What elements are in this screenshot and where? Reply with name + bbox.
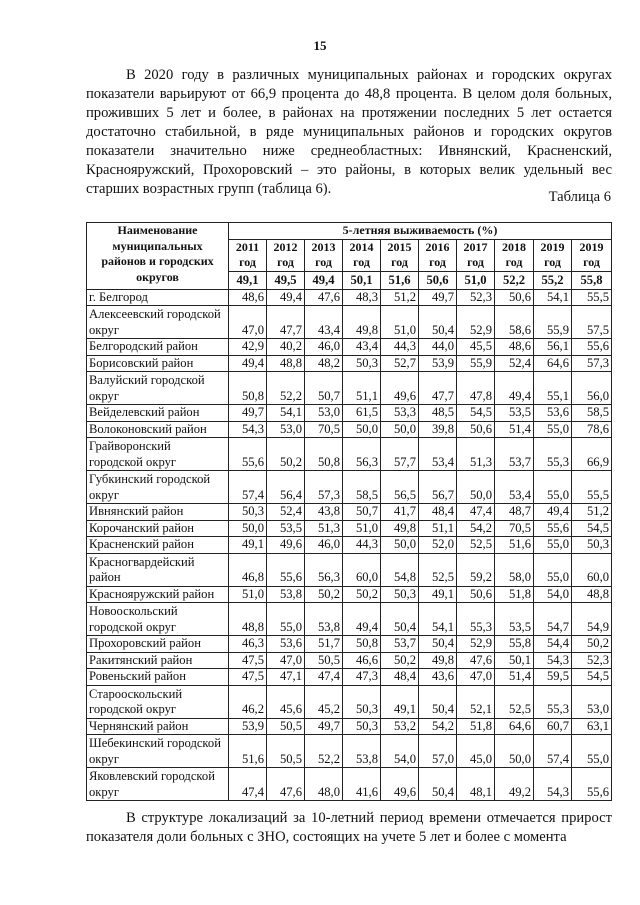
- total-value: 50,6: [419, 271, 457, 289]
- name-column-header: Наименование муниципальных районов и городских округов: [87, 223, 229, 290]
- survival-value: 51,0: [343, 520, 381, 537]
- survival-value: 45,5: [457, 339, 495, 356]
- survival-value: 47,6: [305, 289, 343, 306]
- survival-value: 54,9: [572, 603, 612, 636]
- survival-value: 51,7: [305, 636, 343, 653]
- survival-value: 53,0: [305, 405, 343, 422]
- survival-value: 70,5: [495, 520, 534, 537]
- survival-value: 52,5: [495, 685, 534, 718]
- total-value: 55,2: [534, 271, 572, 289]
- survival-value: 49,8: [343, 306, 381, 339]
- survival-value: 54,4: [534, 636, 572, 653]
- table-row: [87, 586, 612, 603]
- survival-value: 50,6: [457, 421, 495, 438]
- survival-value: 47,6: [457, 652, 495, 669]
- survival-value: 50,2: [572, 636, 612, 653]
- survival-value: 64,6: [495, 718, 534, 735]
- survival-value: 46,8: [229, 553, 267, 586]
- survival-value: 43,4: [343, 339, 381, 356]
- survival-value: 55,0: [572, 735, 612, 768]
- survival-value: 51,6: [495, 537, 534, 554]
- survival-value: 48,6: [495, 339, 534, 356]
- survival-value: 53,7: [381, 636, 419, 653]
- survival-value: 40,2: [267, 339, 305, 356]
- district-name: Белгородский район: [87, 339, 229, 356]
- survival-value: 45,0: [457, 735, 495, 768]
- district-name: Корочанский район: [87, 520, 229, 537]
- year-header: 2016 год: [419, 239, 457, 271]
- survival-value: 48,5: [419, 405, 457, 422]
- survival-value: 50,2: [381, 652, 419, 669]
- survival-value: 50,3: [572, 537, 612, 554]
- total-value: 50,1: [343, 271, 381, 289]
- survival-value: 49,6: [381, 768, 419, 801]
- survival-value: 48,8: [267, 355, 305, 372]
- survival-value: 55,0: [267, 603, 305, 636]
- survival-value: 47,4: [457, 504, 495, 521]
- survival-value: 50,0: [495, 735, 534, 768]
- survival-value: 49,4: [343, 603, 381, 636]
- survival-value: 54,7: [534, 603, 572, 636]
- survival-value: 54,0: [381, 735, 419, 768]
- survival-value: 51,1: [419, 520, 457, 537]
- survival-value: 51,2: [572, 504, 612, 521]
- survival-value: 55,5: [572, 471, 612, 504]
- survival-value: 49,1: [381, 685, 419, 718]
- district-name: Ивнянский район: [87, 504, 229, 521]
- survival-value: 54,2: [419, 718, 457, 735]
- survival-value: 47,1: [267, 669, 305, 686]
- survival-value: 54,1: [419, 603, 457, 636]
- survival-value: 48,0: [305, 768, 343, 801]
- survival-value: 49,8: [419, 652, 457, 669]
- survival-value: 49,1: [229, 537, 267, 554]
- survival-value: 47,7: [267, 306, 305, 339]
- survival-value: 70,5: [305, 421, 343, 438]
- survival-value: 56,0: [572, 372, 612, 405]
- year-header: 2014 год: [343, 239, 381, 271]
- survival-value: 52,4: [267, 504, 305, 521]
- survival-value: 39,8: [419, 421, 457, 438]
- total-value: 52,2: [495, 271, 534, 289]
- table-row: [87, 718, 612, 735]
- survival-value: 53,6: [267, 636, 305, 653]
- total-value: 51,0: [457, 271, 495, 289]
- survival-value: 56,5: [381, 471, 419, 504]
- survival-value: 50,2: [343, 586, 381, 603]
- survival-value: 50,6: [495, 289, 534, 306]
- table-row: [87, 636, 612, 653]
- paragraph-structure-text: В структуре локализаций за 10-летний период времени отмечается прирост показателя доли больных с ЗНО, состоящих на учете 5 лет и более с момента: [86, 810, 612, 845]
- page-number: 15: [313, 38, 327, 53]
- survival-value: 59,2: [457, 553, 495, 586]
- table-row: [87, 471, 612, 504]
- survival-value: 50,2: [267, 438, 305, 471]
- survival-value: 50,8: [229, 372, 267, 405]
- survival-value: 57,3: [305, 471, 343, 504]
- survival-value: 50,4: [381, 603, 419, 636]
- survival-value: 51,0: [381, 306, 419, 339]
- year-header: 2011 год: [229, 239, 267, 271]
- survival-value: 48,7: [495, 504, 534, 521]
- survival-value: 50,4: [419, 306, 457, 339]
- survival-value: 50,3: [381, 586, 419, 603]
- table-row: [87, 306, 612, 339]
- survival-value: 55,9: [457, 355, 495, 372]
- survival-value: 52,9: [457, 636, 495, 653]
- district-name: Краснояружский район: [87, 586, 229, 603]
- survival-value: 53,9: [419, 355, 457, 372]
- table-row: [87, 355, 612, 372]
- survival-value: 48,3: [343, 289, 381, 306]
- survival-value: 45,2: [305, 685, 343, 718]
- survival-value: 48,1: [457, 768, 495, 801]
- survival-value: 47,5: [229, 652, 267, 669]
- survival-value: 53,0: [572, 685, 612, 718]
- year-header: 2017 год: [457, 239, 495, 271]
- survival-value: 52,3: [457, 289, 495, 306]
- survival-value: 56,1: [534, 339, 572, 356]
- survival-value: 49,7: [305, 718, 343, 735]
- survival-value: 53,9: [229, 718, 267, 735]
- survival-value: 55,3: [534, 438, 572, 471]
- survival-value: 58,6: [495, 306, 534, 339]
- survival-value: 57,3: [572, 355, 612, 372]
- survival-value: 49,6: [267, 537, 305, 554]
- survival-value: 54,5: [572, 669, 612, 686]
- survival-value: 53,4: [495, 471, 534, 504]
- district-name: Вейделевский район: [87, 405, 229, 422]
- survival-value: 57,5: [572, 306, 612, 339]
- survival-value: 52,0: [419, 537, 457, 554]
- survival-value: 48,4: [381, 669, 419, 686]
- total-value: 49,5: [267, 271, 305, 289]
- survival-value: 55,8: [495, 636, 534, 653]
- survival-value: 43,8: [305, 504, 343, 521]
- year-header: 2019 год: [572, 239, 612, 271]
- survival-value: 45,6: [267, 685, 305, 718]
- survival-value: 55,0: [534, 553, 572, 586]
- survival-value: 50,0: [381, 421, 419, 438]
- total-value: 49,4: [305, 271, 343, 289]
- total-value: 49,1: [229, 271, 267, 289]
- survival-value: 53,4: [419, 438, 457, 471]
- table-row: [87, 603, 612, 636]
- survival-value: 46,6: [343, 652, 381, 669]
- survival-value: 50,5: [267, 735, 305, 768]
- table-row: [87, 372, 612, 405]
- district-name: Шебекинский городской округ: [87, 735, 229, 768]
- table-row: [87, 735, 612, 768]
- survival-value: 47,0: [267, 652, 305, 669]
- survival-value: 52,2: [305, 735, 343, 768]
- survival-value: 51,8: [495, 586, 534, 603]
- survival-value: 57,7: [381, 438, 419, 471]
- survival-value: 63,1: [572, 718, 612, 735]
- survival-value: 44,3: [343, 537, 381, 554]
- survival-value: 50,3: [343, 355, 381, 372]
- table-row: [87, 289, 612, 306]
- survival-value: 66,9: [572, 438, 612, 471]
- survival-value: 57,4: [534, 735, 572, 768]
- survival-value: 55,3: [457, 603, 495, 636]
- survival-value: 51,3: [305, 520, 343, 537]
- survival-value: 54,5: [457, 405, 495, 422]
- survival-value: 50,3: [229, 504, 267, 521]
- survival-value: 53,8: [343, 735, 381, 768]
- survival-value: 46,0: [305, 339, 343, 356]
- survival-value: 55,0: [534, 471, 572, 504]
- survival-value: 55,6: [267, 553, 305, 586]
- survival-value: 50,4: [419, 685, 457, 718]
- survival-value: 50,8: [305, 438, 343, 471]
- survival-value: 54,8: [381, 553, 419, 586]
- survival-value: 47,8: [457, 372, 495, 405]
- district-name: Новооскольский городской округ: [87, 603, 229, 636]
- survival-value: 47,7: [419, 372, 457, 405]
- survival-value: 57,4: [229, 471, 267, 504]
- table-row: [87, 438, 612, 471]
- survival-value: 58,5: [572, 405, 612, 422]
- district-name: Ракитянский район: [87, 652, 229, 669]
- table-row: [87, 520, 612, 537]
- survival-value: 49,8: [381, 520, 419, 537]
- table-row: [87, 339, 612, 356]
- survival-value: 53,0: [267, 421, 305, 438]
- paragraph-structure: [86, 809, 612, 847]
- survival-value: 46,2: [229, 685, 267, 718]
- survival-value: 52,9: [457, 306, 495, 339]
- survival-value: 49,4: [267, 289, 305, 306]
- survival-value: 55,0: [534, 421, 572, 438]
- survival-value: 48,8: [229, 603, 267, 636]
- table-row: [87, 421, 612, 438]
- survival-value: 54,0: [534, 586, 572, 603]
- survival-value: 51,2: [381, 289, 419, 306]
- survival-value: 47,0: [229, 306, 267, 339]
- survival-value: 59,5: [534, 669, 572, 686]
- survival-value: 53,8: [305, 603, 343, 636]
- survival-value: 50,1: [495, 652, 534, 669]
- survival-value: 50,0: [381, 537, 419, 554]
- survival-value: 54,3: [534, 652, 572, 669]
- district-name: Борисовский район: [87, 355, 229, 372]
- district-name: Губкинский городской округ: [87, 471, 229, 504]
- survival-value: 55,1: [534, 372, 572, 405]
- survival-value: 55,6: [534, 520, 572, 537]
- survival-value: 43,4: [305, 306, 343, 339]
- survival-value: 41,6: [343, 768, 381, 801]
- district-name: Чернянский район: [87, 718, 229, 735]
- survival-value: 60,0: [343, 553, 381, 586]
- survival-value: 43,6: [419, 669, 457, 686]
- survival-value: 50,7: [305, 372, 343, 405]
- survival-value: 52,3: [572, 652, 612, 669]
- survival-value: 51,3: [457, 438, 495, 471]
- survival-value: 49,7: [229, 405, 267, 422]
- year-header: 2015 год: [381, 239, 419, 271]
- district-name: Валуйский городской округ: [87, 372, 229, 405]
- survival-value: 53,8: [267, 586, 305, 603]
- survival-value: 54,5: [572, 520, 612, 537]
- survival-value: 53,6: [534, 405, 572, 422]
- survival-value: 56,3: [343, 438, 381, 471]
- year-header: 2013 год: [305, 239, 343, 271]
- survival-value: 50,7: [343, 504, 381, 521]
- survival-value: 47,3: [343, 669, 381, 686]
- survival-value: 48,6: [229, 289, 267, 306]
- survival-value: 47,5: [229, 669, 267, 686]
- survival-value: 54,3: [534, 768, 572, 801]
- survival-value: 46,0: [305, 537, 343, 554]
- survival-value: 47,4: [305, 669, 343, 686]
- paragraph-intro: [86, 66, 612, 199]
- survival-value: 51,8: [457, 718, 495, 735]
- survival-value: 41,7: [381, 504, 419, 521]
- survival-value: 50,4: [419, 636, 457, 653]
- survival-value: 64,6: [534, 355, 572, 372]
- survival-value: 52,5: [457, 537, 495, 554]
- survival-value: 55,0: [534, 537, 572, 554]
- survival-value: 44,0: [419, 339, 457, 356]
- survival-value: 55,6: [229, 438, 267, 471]
- survival-value: 58,5: [343, 471, 381, 504]
- year-header: 2018 год: [495, 239, 534, 271]
- survival-value: 49,1: [419, 586, 457, 603]
- table-row: [87, 652, 612, 669]
- table-row: [87, 669, 612, 686]
- survival-value: 46,3: [229, 636, 267, 653]
- survival-value: 54,1: [534, 289, 572, 306]
- survival-value: 60,0: [572, 553, 612, 586]
- table-row: [87, 553, 612, 586]
- survival-value: 48,2: [305, 355, 343, 372]
- survival-value: 50,4: [419, 768, 457, 801]
- survival-value: 51,1: [343, 372, 381, 405]
- survival-value: 55,3: [534, 685, 572, 718]
- survival-value: 56,7: [419, 471, 457, 504]
- survival-value: 53,3: [381, 405, 419, 422]
- survival-value: 55,5: [572, 289, 612, 306]
- district-name: Старооскольский городской округ: [87, 685, 229, 718]
- survival-value: 52,5: [419, 553, 457, 586]
- survival-value: 53,7: [495, 438, 534, 471]
- survival-value: 53,5: [267, 520, 305, 537]
- year-header: 2012 год: [267, 239, 305, 271]
- table-row: [87, 768, 612, 801]
- district-name: Грайворонский городской округ: [87, 438, 229, 471]
- table-row: [87, 537, 612, 554]
- survival-value: 78,6: [572, 421, 612, 438]
- survival-value: 51,4: [495, 421, 534, 438]
- survival-value: 50,2: [305, 586, 343, 603]
- paragraph-intro-text: В 2020 году в различных муниципальных районах и городских округах показатели варьируют от 66,9 процента до 48,8 процента. В целом доля больных, проживших 5 лет и более, в районах на протяжении последних 5 лет остается достаточно стабильной, в ряде муниципальных районов и городских округов показатели значительно ниже среднеобластных: Ивнянский, Красненский, Краснояружский, Прохоровский – это районы, в которых велик удельный вес старших возрастных групп (таблица 6).: [86, 67, 612, 197]
- survival-value: 52,7: [381, 355, 419, 372]
- survival-value: 49,4: [534, 504, 572, 521]
- survival-value: 49,2: [495, 768, 534, 801]
- survival-value: 49,6: [381, 372, 419, 405]
- table-row: [87, 405, 612, 422]
- district-name: Прохоровский район: [87, 636, 229, 653]
- survival-value: 52,4: [495, 355, 534, 372]
- survival-value: 55,6: [572, 768, 612, 801]
- survival-value: 49,4: [495, 372, 534, 405]
- survival-value: 52,2: [267, 372, 305, 405]
- survival-value: 49,7: [419, 289, 457, 306]
- survival-value: 50,3: [343, 685, 381, 718]
- survival-value: 50,5: [305, 652, 343, 669]
- survival-value: 53,5: [495, 603, 534, 636]
- district-name: Волоконовский район: [87, 421, 229, 438]
- survival-value: 51,6: [229, 735, 267, 768]
- survival-value: 56,4: [267, 471, 305, 504]
- survival-value: 55,9: [534, 306, 572, 339]
- survival-value: 53,5: [495, 405, 534, 422]
- survival-value: 50,0: [229, 520, 267, 537]
- survival-value: 50,6: [457, 586, 495, 603]
- district-name: Яковлевский городской округ: [87, 768, 229, 801]
- district-name: Красненский район: [87, 537, 229, 554]
- district-name: г. Белгород: [87, 289, 229, 306]
- survival-value: 50,3: [343, 718, 381, 735]
- survival-value: 51,4: [495, 669, 534, 686]
- survival-value: 47,4: [229, 768, 267, 801]
- survival-value: 50,5: [267, 718, 305, 735]
- table-row: [87, 504, 612, 521]
- year-header: 2019 год: [534, 239, 572, 271]
- survival-table: [86, 222, 612, 801]
- survival-group-header: 5-летняя выживаемость (%): [229, 223, 612, 240]
- survival-value: 54,3: [229, 421, 267, 438]
- survival-value: 53,2: [381, 718, 419, 735]
- survival-value: 55,6: [572, 339, 612, 356]
- survival-value: 60,7: [534, 718, 572, 735]
- total-value: 55,8: [572, 271, 612, 289]
- survival-value: 54,2: [457, 520, 495, 537]
- survival-value: 48,4: [419, 504, 457, 521]
- survival-value: 52,1: [457, 685, 495, 718]
- survival-value: 54,1: [267, 405, 305, 422]
- survival-value: 58,0: [495, 553, 534, 586]
- survival-value: 51,0: [229, 586, 267, 603]
- survival-value: 57,0: [419, 735, 457, 768]
- district-name: Алексеевский городской округ: [87, 306, 229, 339]
- total-value: 51,6: [381, 271, 419, 289]
- district-name: Красногвардейский район: [87, 553, 229, 586]
- survival-value: 47,6: [267, 768, 305, 801]
- district-name: Ровеньский район: [87, 669, 229, 686]
- table-body: [87, 289, 612, 801]
- survival-value: 50,0: [457, 471, 495, 504]
- survival-value: 42,9: [229, 339, 267, 356]
- survival-value: 44,3: [381, 339, 419, 356]
- survival-value: 56,3: [305, 553, 343, 586]
- survival-value: 50,8: [343, 636, 381, 653]
- survival-value: 48,8: [572, 586, 612, 603]
- survival-value: 47,0: [457, 669, 495, 686]
- survival-value: 49,4: [229, 355, 267, 372]
- survival-value: 50,0: [343, 421, 381, 438]
- table-caption: Таблица 6: [548, 189, 611, 205]
- table-row: [87, 685, 612, 718]
- survival-value: 61,5: [343, 405, 381, 422]
